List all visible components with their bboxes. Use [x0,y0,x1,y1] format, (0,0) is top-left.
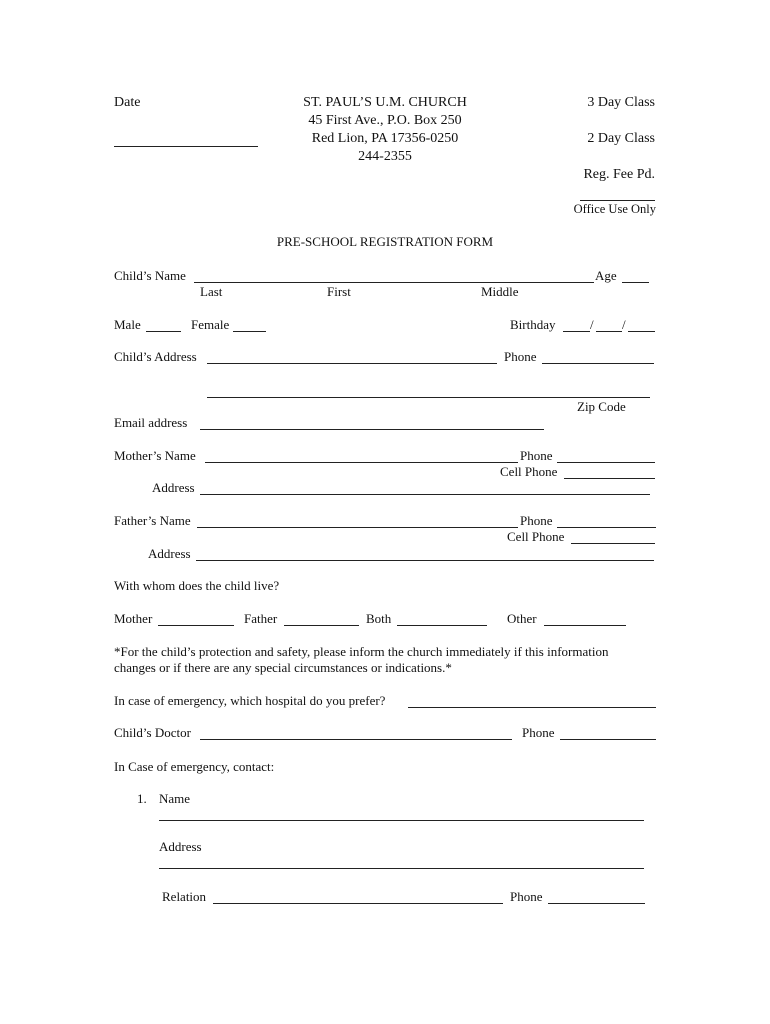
last-name-label: Last [200,284,223,299]
birthday-year-field[interactable] [628,331,655,332]
church-address-line2: Red Lion, PA 17356-0250 [311,131,459,146]
email-label: Email address [114,415,188,430]
date-label: Date [114,95,141,110]
mother-phone-label: Phone [520,448,553,463]
lives-with-father-field[interactable] [284,625,359,626]
birthday-separator: / [622,317,626,332]
emergency-relation-field[interactable] [213,903,503,904]
emergency-heading: In Case of emergency, contact: [114,759,275,774]
reg-fee-label: Reg. Fee Pd. [583,167,655,182]
lives-with-other-label: Other [507,611,537,626]
two-day-class-label: 2 Day Class [587,131,655,146]
church-name: ST. PAUL’S U.M. CHURCH [303,95,467,110]
emergency-name-field[interactable] [159,820,644,821]
father-cell-field[interactable] [571,543,655,544]
hospital-label: In case of emergency, which hospital do you prefer? [114,693,386,708]
notice-line-2: changes or if there are any special circumstances or indications.* [114,660,452,675]
father-cell-label: Cell Phone [507,529,565,544]
mother-cell-label: Cell Phone [500,464,558,479]
father-phone-label: Phone [520,513,553,528]
middle-name-label: Middle [481,284,519,299]
emergency-relation-label: Relation [162,889,207,904]
child-address-label: Child’s Address [114,349,197,364]
child-name-label: Child’s Name [114,268,186,283]
emergency-name-label: Name [159,791,191,806]
father-name-label: Father’s Name [114,513,191,528]
mother-address-label: Address [152,480,195,495]
mother-cell-field[interactable] [564,478,655,479]
child-name-field[interactable] [194,282,594,283]
birthday-month-field[interactable] [563,331,590,332]
age-label: Age [595,268,617,283]
doctor-label: Child’s Doctor [114,725,191,740]
lives-with-both-label: Both [366,611,392,626]
mother-name-field[interactable] [205,462,518,463]
father-address-label: Address [148,546,191,561]
zip-code-label: Zip Code [577,399,626,414]
mother-phone-field[interactable] [557,462,655,463]
doctor-phone-label: Phone [522,725,555,740]
doctor-field[interactable] [200,739,512,740]
first-name-label: First [327,284,351,299]
female-field[interactable] [233,331,266,332]
child-phone-field[interactable] [542,363,654,364]
doctor-phone-field[interactable] [560,739,656,740]
child-address-field[interactable] [207,363,497,364]
age-field[interactable] [622,282,649,283]
father-phone-field[interactable] [557,527,656,528]
mother-address-field[interactable] [200,494,650,495]
emergency-address-field[interactable] [159,868,644,869]
form-title: PRE-SCHOOL REGISTRATION FORM [276,234,494,249]
office-use-label: Office Use Only [573,202,656,216]
lives-with-question: With whom does the child live? [114,578,280,593]
hospital-field[interactable] [408,707,656,708]
office-use-field[interactable] [580,200,655,201]
birthday-label: Birthday [510,317,556,332]
lives-with-father-label: Father [244,611,278,626]
church-phone: 244-2355 [358,149,412,164]
child-address-line2-field[interactable] [207,397,650,398]
male-label: Male [114,317,141,332]
lives-with-both-field[interactable] [397,625,487,626]
email-field[interactable] [200,429,544,430]
child-phone-label: Phone [504,349,537,364]
mother-name-label: Mother’s Name [114,448,196,463]
emergency-phone-label: Phone [510,889,543,904]
emergency-address-label: Address [159,839,202,854]
notice-line-1: *For the child’s protection and safety, please inform the church immediately if this information [114,644,609,659]
emergency-contact-number: 1. [137,791,147,806]
three-day-class-label: 3 Day Class [587,95,655,110]
male-field[interactable] [146,331,181,332]
emergency-phone-field[interactable] [548,903,645,904]
lives-with-mother-field[interactable] [158,625,234,626]
birthday-separator: / [590,317,594,332]
father-address-field[interactable] [196,560,654,561]
church-address-line1: 45 First Ave., P.O. Box 250 [308,113,462,128]
birthday-day-field[interactable] [596,331,622,332]
lives-with-mother-label: Mother [114,611,153,626]
lives-with-other-field[interactable] [544,625,626,626]
date-field[interactable] [114,146,258,147]
female-label: Female [191,317,230,332]
father-name-field[interactable] [197,527,518,528]
